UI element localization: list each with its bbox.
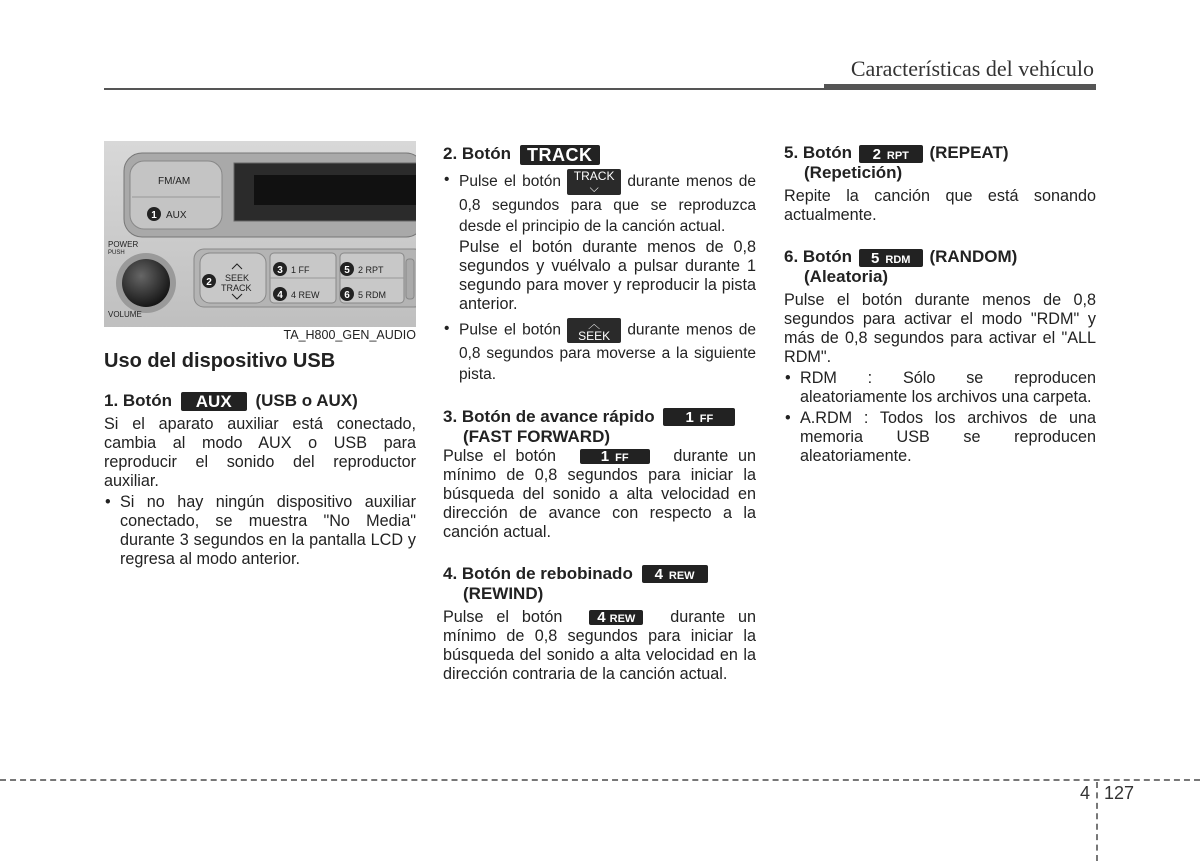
section-1-heading (104, 391, 416, 411)
footer-rule (0, 779, 1200, 781)
heading-text: 3. Botón de avance rápido (443, 406, 655, 426)
text-rest: mínimo de 0,8 segundos para iniciar la búsqueda del sonido a alta velocidad en la dirección contraria de la canción actual. (443, 626, 756, 683)
btn-lbl: FF (699, 413, 714, 426)
rdm-button-icon (859, 249, 923, 267)
rpt-button-icon (859, 145, 923, 163)
figure-caption: TA_H800_GEN_AUDIO (104, 327, 416, 344)
power-label: POWER (108, 240, 139, 249)
btn-lbl: REW (609, 612, 636, 625)
section-3-text (443, 447, 756, 542)
audio-unit-figure (104, 141, 416, 344)
btn-num: 1 (600, 447, 610, 465)
text-rest: mínimo de 0,8 segundos para iniciar la búsqueda del sonido a alta velocidad en dirección de avance con respecto a la canción actual. (443, 465, 756, 541)
heading-suffix: (REPEAT) (929, 143, 1009, 162)
btn-num: 4 (597, 608, 606, 626)
section-6-bullet-1: • RDM : Sólo se reproducen aleatoriamente los archivos una carpeta. (784, 369, 1096, 407)
aux-button-label: AUX (195, 392, 232, 412)
heading-prefix: 1. Botón (104, 391, 172, 410)
ff-button-icon (663, 408, 735, 426)
heading-prefix: 5. Botón (784, 143, 852, 162)
btn-lbl: REW (668, 570, 695, 583)
section-2-para: Pulse el botón durante menos de 0,8 segundos y vuélvalo a pulsar durante 1 segundo para mover y reproducir la pista anterior. (459, 237, 756, 313)
rew-button-icon (642, 565, 708, 583)
callout-2: 2 (206, 277, 212, 288)
btn-num: 5 (871, 249, 880, 267)
callout-1: 1 (151, 210, 157, 221)
preset-4-label: 4 REW (291, 290, 320, 300)
bullet-text-post: durante menos de (627, 172, 756, 190)
aux-label: AUX (166, 210, 187, 221)
audio-unit-illustration (104, 141, 416, 344)
bullet-text-pre: Pulse el botón (459, 321, 561, 339)
preset-5-label: 5 RDM (358, 290, 387, 300)
push-label: PUSH (108, 250, 125, 256)
preset-2-label: 2 RPT (358, 265, 384, 275)
callout-5: 5 (344, 265, 350, 276)
header-rule-accent (824, 84, 1096, 90)
volume-label: VOLUME (108, 310, 142, 319)
aux-button-icon (181, 392, 247, 411)
track-label: TRACK (221, 283, 252, 293)
btn-lbl: RDM (885, 253, 911, 266)
seek-label: SEEK (225, 273, 250, 283)
btn-lbl: FF (615, 451, 629, 464)
section-6-subheading: (Aleatoria) (804, 267, 889, 286)
callout-6: 6 (344, 290, 350, 301)
heading-text: 4. Botón de rebobinado (443, 563, 633, 583)
bullet-text-rest: 0,8 segundos para que se reproduzca desde el principio de la canción actual. (459, 196, 756, 235)
section-2-bullet-2 (443, 318, 756, 385)
btn-num: 4 (654, 566, 663, 584)
btn-num: 1 (685, 409, 694, 427)
section-2-bullet-1 (443, 169, 756, 237)
rew-button-icon-inline (589, 610, 643, 625)
volume-knob (122, 259, 170, 307)
btn-lbl: RPT (886, 149, 909, 162)
footer-divider (1096, 782, 1098, 861)
heading-prefix: 6. Botón (784, 247, 852, 266)
section-6-heading (784, 247, 1096, 267)
text-pre: Pulse el botón (443, 446, 556, 465)
section-4-heading (443, 564, 756, 584)
track-down-icon: TRACK ⌵ (567, 169, 621, 195)
text-pre: Pulse el botón (443, 607, 563, 626)
section-5-text: Repite la canción que está sonando actualmente. (784, 187, 1096, 224)
section-5-heading (784, 143, 1096, 163)
chapter-number: 4 (1080, 783, 1091, 803)
seek-up-icon: ︿ SEEK (567, 318, 621, 343)
heading-suffix: (RANDOM) (929, 247, 1018, 266)
section-6-bullet-2: • A.RDM : Todos los archivos de una memoria USB se reproducen aleatoriamente. (784, 409, 1096, 466)
track-button-icon (520, 145, 600, 165)
section-6-text: Pulse el botón durante menos de 0,8 segundos para activar el modo "RDM" y más de 0,8 segundos para activar el "ALL RDM". (784, 291, 1096, 366)
section-5-subheading: (Repetición) (804, 163, 903, 182)
text-post: durante un (670, 607, 757, 626)
callout-4: 4 (277, 290, 283, 301)
bullet-text-pre: Pulse el botón (459, 172, 561, 190)
running-header: Características del vehículo (850, 56, 1094, 81)
heading-suffix: (USB o AUX) (255, 391, 358, 410)
section-1-text: Si el aparato auxiliar está conectado, cambia al modo AUX o USB para reproducir el sonido del reproductor auxiliar. (104, 415, 416, 491)
callout-3: 3 (277, 265, 283, 276)
btn-num: 2 (872, 145, 881, 163)
preset-1-label: 1 FF (291, 265, 310, 275)
section-1-bullet: • Si no hay ningún dispositivo auxiliar conectado, se muestra "No Media" durante 3 segundos en la pantalla LCD y regresa al modo anterior. (104, 493, 416, 569)
icon-label: TRACK (573, 168, 615, 183)
track-button-label: TRACK (526, 144, 593, 165)
section-2-heading (443, 144, 756, 165)
column-1 (104, 349, 416, 569)
bullet-text-rest: 0,8 segundos para moverse a la siguiente pista. (459, 344, 756, 383)
icon-label: SEEK (578, 328, 611, 343)
section-3-subheading: (FAST FORWARD) (463, 426, 611, 446)
bullet-text-post: durante menos de (627, 321, 756, 339)
column-3 (784, 143, 1096, 466)
text-post: durante un (673, 446, 757, 465)
fmam-label: FM/AM (158, 176, 191, 187)
section-usb-title: Uso del dispositivo USB (104, 350, 336, 372)
page-number: 127 (1104, 783, 1135, 803)
heading-prefix: 2. Botón (443, 144, 511, 163)
ff-button-icon-inline (580, 449, 650, 464)
section-4-text (443, 608, 756, 684)
column-2 (443, 144, 756, 684)
section-3-heading (443, 407, 756, 427)
section-4-subheading: (REWIND) (463, 583, 544, 603)
